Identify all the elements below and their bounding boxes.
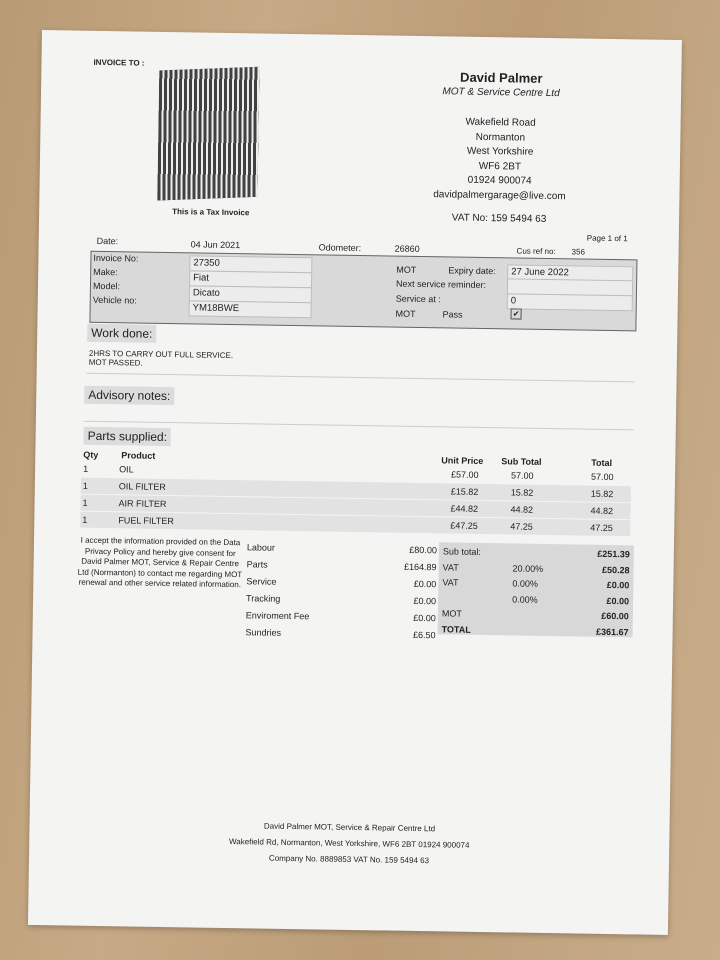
- totals-label: VAT: [442, 577, 459, 588]
- reminder-label: Next service reminder:: [395, 278, 487, 291]
- odometer-value: 26860: [394, 243, 420, 254]
- page-number: Page 1 of 1: [586, 233, 628, 244]
- pass-checkbox: ✔: [511, 308, 522, 319]
- charge-label: Tracking: [246, 593, 281, 604]
- address-line: 01924 900074: [467, 174, 532, 187]
- sub-total-header: Sub Total: [501, 456, 542, 467]
- sub-total-cell: 47.25: [510, 521, 533, 532]
- model-field: Dicato: [189, 285, 312, 303]
- product-cell: OIL: [119, 464, 134, 475]
- vehicle-no-field: YM18BWE: [189, 300, 312, 318]
- address-line: WF6 2BT: [478, 160, 522, 173]
- total-header: Total: [591, 457, 613, 469]
- totals-label: VAT: [442, 561, 459, 573]
- date-value: 04 Jun 2021: [190, 239, 241, 251]
- vehicle-details-box: [89, 251, 637, 332]
- total-cell: 57.00: [590, 471, 614, 483]
- invoice-no-field: 27350: [189, 255, 312, 273]
- qty-cell: 1: [83, 463, 89, 474]
- address-line: Normanton: [475, 131, 526, 144]
- product-header: Product: [121, 450, 156, 461]
- unit-price-cell: £57.00: [450, 469, 479, 480]
- unit-price-header: Unit Price: [441, 455, 484, 466]
- expiry-field: 27 June 2022: [507, 264, 633, 282]
- charge-label: Labour: [246, 542, 276, 553]
- totals-rate: [512, 607, 562, 623]
- footer: [179, 817, 520, 870]
- totals-label: [442, 591, 512, 608]
- footer-line: Wakefield Rd, Normanton, West Yorkshire, WF6 2BT 01924 900074: [228, 837, 470, 850]
- charge-value: £6.50: [412, 629, 436, 641]
- charges-list: [245, 539, 437, 644]
- cus-ref-label: Cus ref no:: [516, 246, 556, 257]
- model-label: Model:: [92, 280, 121, 292]
- consent-text: I accept the information provided on the Data Privacy Policy and hereby give consent for David Palmer MOT, Service & Repair Centre Ltd (Normanton) to contact me regarding MOT renewal and other service related information.: [77, 535, 243, 590]
- invoice-page: [28, 30, 682, 935]
- totals-value: £251.39: [597, 548, 630, 560]
- advisory-heading: Advisory notes:: [84, 386, 174, 405]
- company-subtitle: MOT & Service Centre Ltd: [442, 86, 560, 100]
- totals-label: Sub total:: [442, 546, 481, 557]
- confidential-stamp-image: [157, 67, 259, 201]
- unit-price-cell: £44.82: [450, 503, 479, 514]
- make-label: Make:: [93, 266, 118, 278]
- date-label: Date:: [96, 235, 119, 247]
- total-cell: 47.25: [590, 522, 613, 534]
- qty-cell: 1: [82, 480, 88, 491]
- totals-value: £0.00: [606, 579, 630, 591]
- totals-rate: 0.00%: [512, 593, 538, 605]
- grand-total-value: £361.67: [595, 626, 629, 637]
- work-done-line: 2HRS TO CARRY OUT FULL SERVICE.: [88, 348, 234, 361]
- charge-label: Sundries: [245, 627, 282, 638]
- totals-value: £0.00: [606, 595, 630, 606]
- totals-value: £50.28: [601, 564, 630, 575]
- make-field: Fiat: [189, 270, 312, 288]
- totals-label: MOT: [441, 608, 462, 619]
- total-cell: 15.82: [590, 488, 614, 500]
- charge-row: [245, 624, 435, 644]
- divider: [87, 373, 635, 383]
- pass-label: Pass: [442, 309, 463, 320]
- footer-line: David Palmer MOT, Service & Repair Centre Ltd: [263, 821, 436, 834]
- company-name: David Palmer: [460, 69, 543, 86]
- unit-price-cell: £15.82: [450, 486, 479, 497]
- sub-total-cell: 57.00: [510, 470, 534, 481]
- sub-total-cell: 15.82: [510, 487, 534, 498]
- work-done-heading: Work done:: [87, 324, 156, 343]
- vehicle-no-label: Vehicle no:: [92, 294, 137, 306]
- service-at-field: 0: [507, 293, 633, 311]
- unit-price-cell: £47.25: [450, 520, 478, 531]
- service-at-label: Service at :: [395, 293, 441, 305]
- qty-cell: 1: [82, 514, 88, 525]
- totals-value: £60.00: [601, 610, 629, 622]
- mot-result-label: MOT: [395, 308, 416, 319]
- charge-value: £164.89: [403, 561, 437, 573]
- totals-rate: 0.00%: [512, 578, 538, 589]
- company-vat: VAT No: 159 5494 63: [451, 212, 547, 225]
- sub-total-cell: 44.82: [510, 504, 534, 515]
- totals-rate: [512, 623, 562, 639]
- product-cell: AIR FILTER: [118, 498, 167, 510]
- charge-label: Service: [246, 576, 277, 587]
- totals-box: [438, 542, 634, 637]
- cus-ref-value: 356: [571, 247, 586, 257]
- totals-label: TOTAL: [441, 623, 471, 635]
- product-cell: OIL FILTER: [118, 481, 166, 493]
- expiry-label: Expiry date:: [448, 265, 496, 277]
- odometer-label: Odometer:: [318, 242, 362, 254]
- charge-value: £0.00: [413, 578, 437, 590]
- company-address: [399, 115, 600, 205]
- charge-label: Parts: [246, 559, 268, 570]
- qty-cell: 1: [82, 497, 88, 508]
- parts-heading: Parts supplied:: [83, 427, 171, 446]
- qty-header: Qty: [83, 449, 99, 460]
- address-line: davidpalmergarage@live.com: [433, 188, 566, 202]
- charge-value: £0.00: [413, 612, 436, 624]
- charge-label: Enviroment Fee: [245, 610, 310, 622]
- total-cell: 44.82: [590, 505, 614, 517]
- address-line: West Yorkshire: [466, 145, 534, 158]
- invoice-no-label: Invoice No:: [93, 252, 139, 264]
- invoice-to-label: INVOICE TO :: [93, 57, 145, 68]
- address-line: Wakefield Road: [465, 116, 536, 129]
- charge-value: £80.00: [409, 544, 437, 556]
- tax-invoice-label: This is a Tax Invoice: [172, 207, 250, 218]
- grand-total-row: [442, 622, 629, 640]
- mot-label: MOT: [396, 264, 417, 275]
- totals-rate: 20.00%: [512, 562, 544, 574]
- product-cell: FUEL FILTER: [118, 515, 174, 527]
- charge-value: £0.00: [413, 595, 437, 607]
- footer-line: Company No. 8889853 VAT No. 159 5494 63: [268, 853, 430, 866]
- work-done-line: MOT PASSED.: [88, 357, 143, 368]
- totals-rate: [513, 545, 563, 561]
